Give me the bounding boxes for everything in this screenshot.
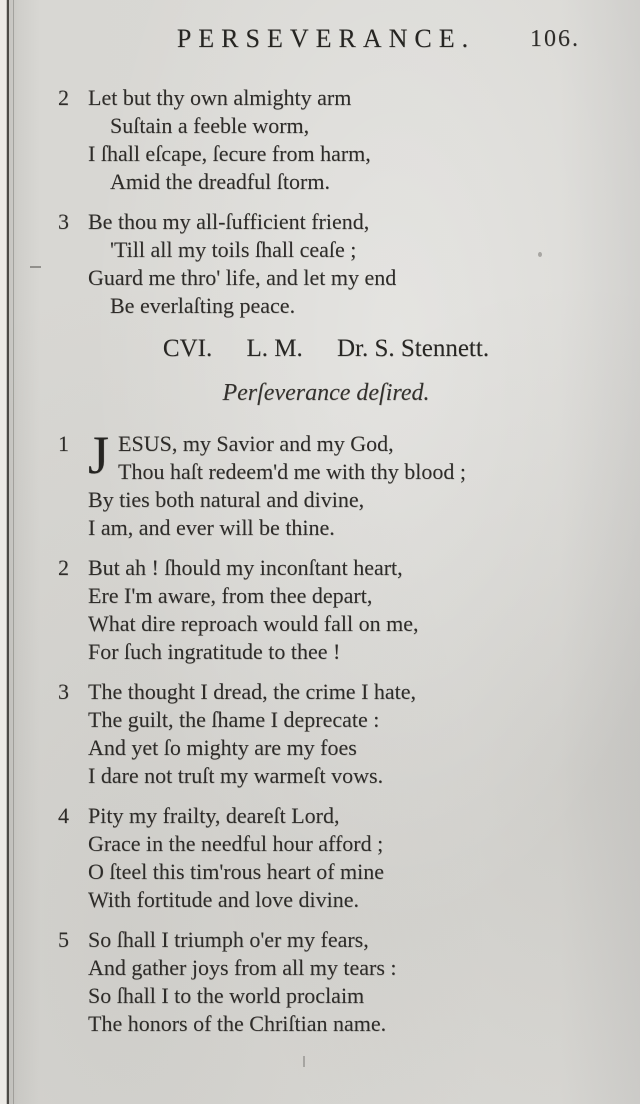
verse-lines [88, 554, 594, 666]
verse-line: But ah ! ſhould my inconſtant heart, [88, 555, 403, 580]
verse-number: 2 [58, 85, 69, 110]
verse-line: Guard me thro' life, and let my end [88, 265, 397, 290]
hymn-verse [58, 425, 594, 542]
hymn-author: Dr. S. Stennett. [336, 335, 490, 362]
verse-number: 4 [58, 803, 69, 828]
scan-artifact [303, 1056, 305, 1067]
page-header [58, 24, 594, 58]
drop-cap: J [88, 425, 110, 485]
verse-line: O ſteel this tim'rous heart of mine [88, 859, 385, 884]
binding-line [7, 0, 9, 1104]
hymn-verse [58, 802, 594, 914]
verse-line: Ere I'm aware, from thee depart, [88, 583, 373, 608]
hymn-number: CVI. [162, 335, 213, 362]
page-number: 106. [530, 26, 580, 52]
verse-line: The thought I dread, the crime I hate, [88, 679, 417, 704]
verse-lines [88, 678, 594, 790]
hymn-verse [58, 84, 594, 196]
hymn-meter: L. M. [246, 335, 303, 362]
verse-line: 'Till all my toils ſhall ceaſe ; [110, 237, 357, 262]
verse-line: Be thou my all-ſufficient friend, [88, 209, 370, 234]
verse-line: Grace in the needful hour afford ; [88, 831, 384, 856]
verse-lines [88, 926, 594, 1038]
verse-lines [88, 425, 594, 542]
verse-line: I am, and ever will be thine. [88, 515, 335, 540]
verse-line: I dare not truſt my warmeſt vows. [88, 763, 384, 788]
verse-number: 3 [58, 679, 69, 704]
verse-line: Amid the dreadful ſtorm. [110, 169, 330, 194]
verse-line: Pity my frailty, deareſt Lord, [88, 803, 340, 828]
verse-number: 5 [58, 927, 69, 952]
verse-line: I ſhall eſcape, ſecure from harm, [88, 141, 371, 166]
page-edge [0, 0, 6, 1104]
verse-line: And gather joys from all my tears : [88, 955, 397, 980]
verse-line: Suſtain a feeble worm, [110, 113, 310, 138]
verse-lines [88, 84, 594, 196]
verse-lines [88, 208, 594, 320]
running-title: PERSEVERANCE. [176, 24, 476, 53]
verse-line: The honors of the Chriſtian name. [88, 1011, 387, 1036]
binding-line-faint [13, 0, 14, 1104]
hymn-verse [58, 678, 594, 790]
verse-number: 2 [58, 555, 69, 580]
verse-line: So ſhall I to the world proclaim [88, 983, 365, 1008]
scan-artifact [538, 252, 542, 257]
verse-line: So ſhall I triumph o'er my fears, [88, 927, 369, 952]
verse-line: The guilt, the ſhame I deprecate : [88, 707, 380, 732]
verse-number: 3 [58, 209, 69, 234]
verse-number: 1 [58, 431, 69, 456]
verse-line: Let but thy own almighty arm [88, 85, 352, 110]
verse-line: ESUS, my Savior and my God, [118, 431, 394, 456]
verse-line: With fortitude and love divine. [88, 887, 359, 912]
hymn-heading [58, 332, 594, 366]
hymn-subtitle: Perſeverance deſired. [222, 380, 430, 406]
verse-lines [88, 802, 594, 914]
hymn-verse [58, 208, 594, 320]
hymn-verse [58, 926, 594, 1038]
verse-line: For ſuch ingratitude to thee ! [88, 639, 341, 664]
verse-line: Be everlaſting peace. [110, 293, 296, 318]
scan-artifact [30, 266, 41, 268]
verse-line: Thou haſt redeem'd me with thy blood ; [118, 459, 466, 484]
hymn-verse [58, 554, 594, 666]
verse-line: What dire reproach would fall on me, [88, 611, 419, 636]
verse-line: And yet ſo mighty are my foes [88, 735, 357, 760]
verse-line: By ties both natural and divine, [88, 487, 365, 512]
